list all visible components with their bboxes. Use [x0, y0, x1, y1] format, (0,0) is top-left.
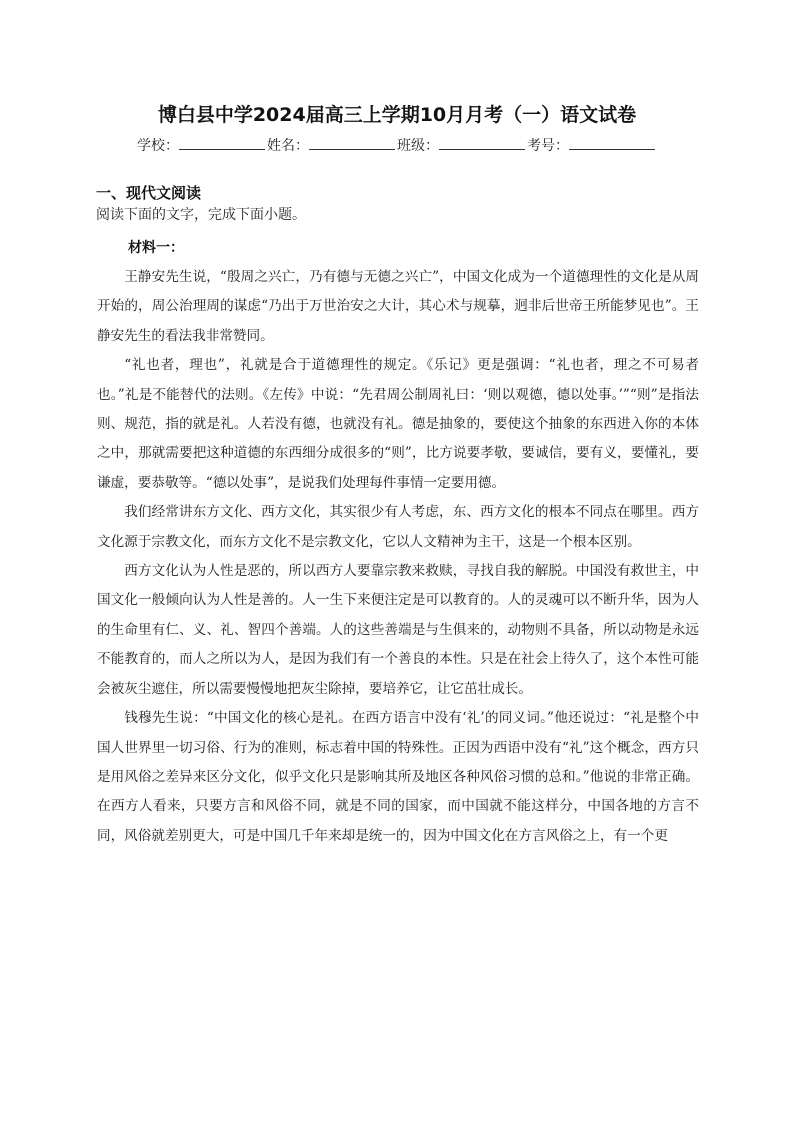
school-label: 学校：	[137, 138, 179, 154]
class-blank	[439, 137, 525, 150]
passage-paragraph: 我们经常讲东方文化、西方文化，其实很少有人考虑，东、西方文化的根本不同点在哪里。西方文化源于宗教文化，而东方文化不是宗教文化，它以人文精神为主干，这是一个根本区别。	[97, 504, 699, 550]
exam-number-blank	[569, 137, 655, 150]
section-heading: 一、现代文阅读	[96, 184, 202, 202]
exam-number-field	[527, 135, 657, 155]
school-blank	[179, 137, 265, 150]
reading-passage	[97, 263, 699, 851]
passage-paragraph: 王静安先生说，“殷周之兴亡，乃有德与无德之兴亡”，中国文化成为一个道德理性的文化是从周开始的，周公治理周的谋虑“乃出于万世治安之大计，其心术与规摹，迥非后世帝王所能梦见也”。王静安先生的看法我非常赞同。	[97, 269, 699, 344]
name-label: 姓名：	[267, 138, 309, 154]
passage-paragraph: 西方文化认为人性是恶的，所以西方人要靠宗教来救赎，寻找自我的解脱。中国没有救世主，中国文化一般倾向认为人性是善的。人一生下来便注定是可以教育的。人的灵魂可以不断升华，因为人的生命里有仁、义、礼、智四个善端。人的这些善端是与生俱来的，动物则不具备，所以动物是永远不能教育的，而人之所以为人，是因为我们有一个善良的本性。只是在社会上待久了，这个本性可能会被灰尘遮住，所以需要慢慢地把灰尘除掉，要培养它，让它茁壮成长。	[97, 563, 699, 697]
class-label: 班级：	[397, 138, 439, 154]
material-label: 材料一：	[128, 240, 184, 256]
reading-instruction: 阅读下面的文字，完成下面小题。	[96, 207, 306, 223]
exam-number-label: 考号：	[527, 138, 569, 154]
exam-title: 博白县中学2024届高三上学期10月月考（一）语文试卷	[157, 104, 637, 126]
class-field	[397, 135, 527, 155]
school-field	[137, 135, 267, 155]
name-field	[267, 135, 397, 155]
name-blank	[309, 137, 395, 150]
student-info-line	[0, 135, 794, 155]
passage-paragraph: “礼也者，理也”，礼就是合于道德理性的规定。《乐记》更是强调：“礼也者，理之不可易者也。”礼是不能替代的法则。《左传》中说：“先君周公制周礼曰：‘则以观德，德以处事。’”“则”是指法则、规范，指的就是礼。人若没有德，也就没有礼。德是抽象的，要使这个抽象的东西进入你的本体之中，那就需要把这种道德的东西细分成很多的“则”，比方说要孝敬，要诚信，要有义，要懂礼，要谦虚，要恭敬等。“德以处事”，是说我们处理每件事情一定要用德。	[97, 357, 699, 491]
passage-paragraph: 钱穆先生说：“中国文化的核心是礼。在西方语言中没有‘礼’的同义词。”他还说过：“礼是整个中国人世界里一切习俗、行为的准则，标志着中国的特殊性。正因为西语中没有“礼”这个概念，西方只是用风俗之差异来区分文化，似乎文化只是影响其所及地区各种风俗习惯的总和。”他说的非常正确。在西方人看来，只要方言和风俗不同，就是不同的国家，而中国就不能这样分，中国各地的方言不同，风俗就差别更大，可是中国几千年来却是统一的，因为中国文化在方言风俗之上，有一个更	[97, 710, 699, 844]
